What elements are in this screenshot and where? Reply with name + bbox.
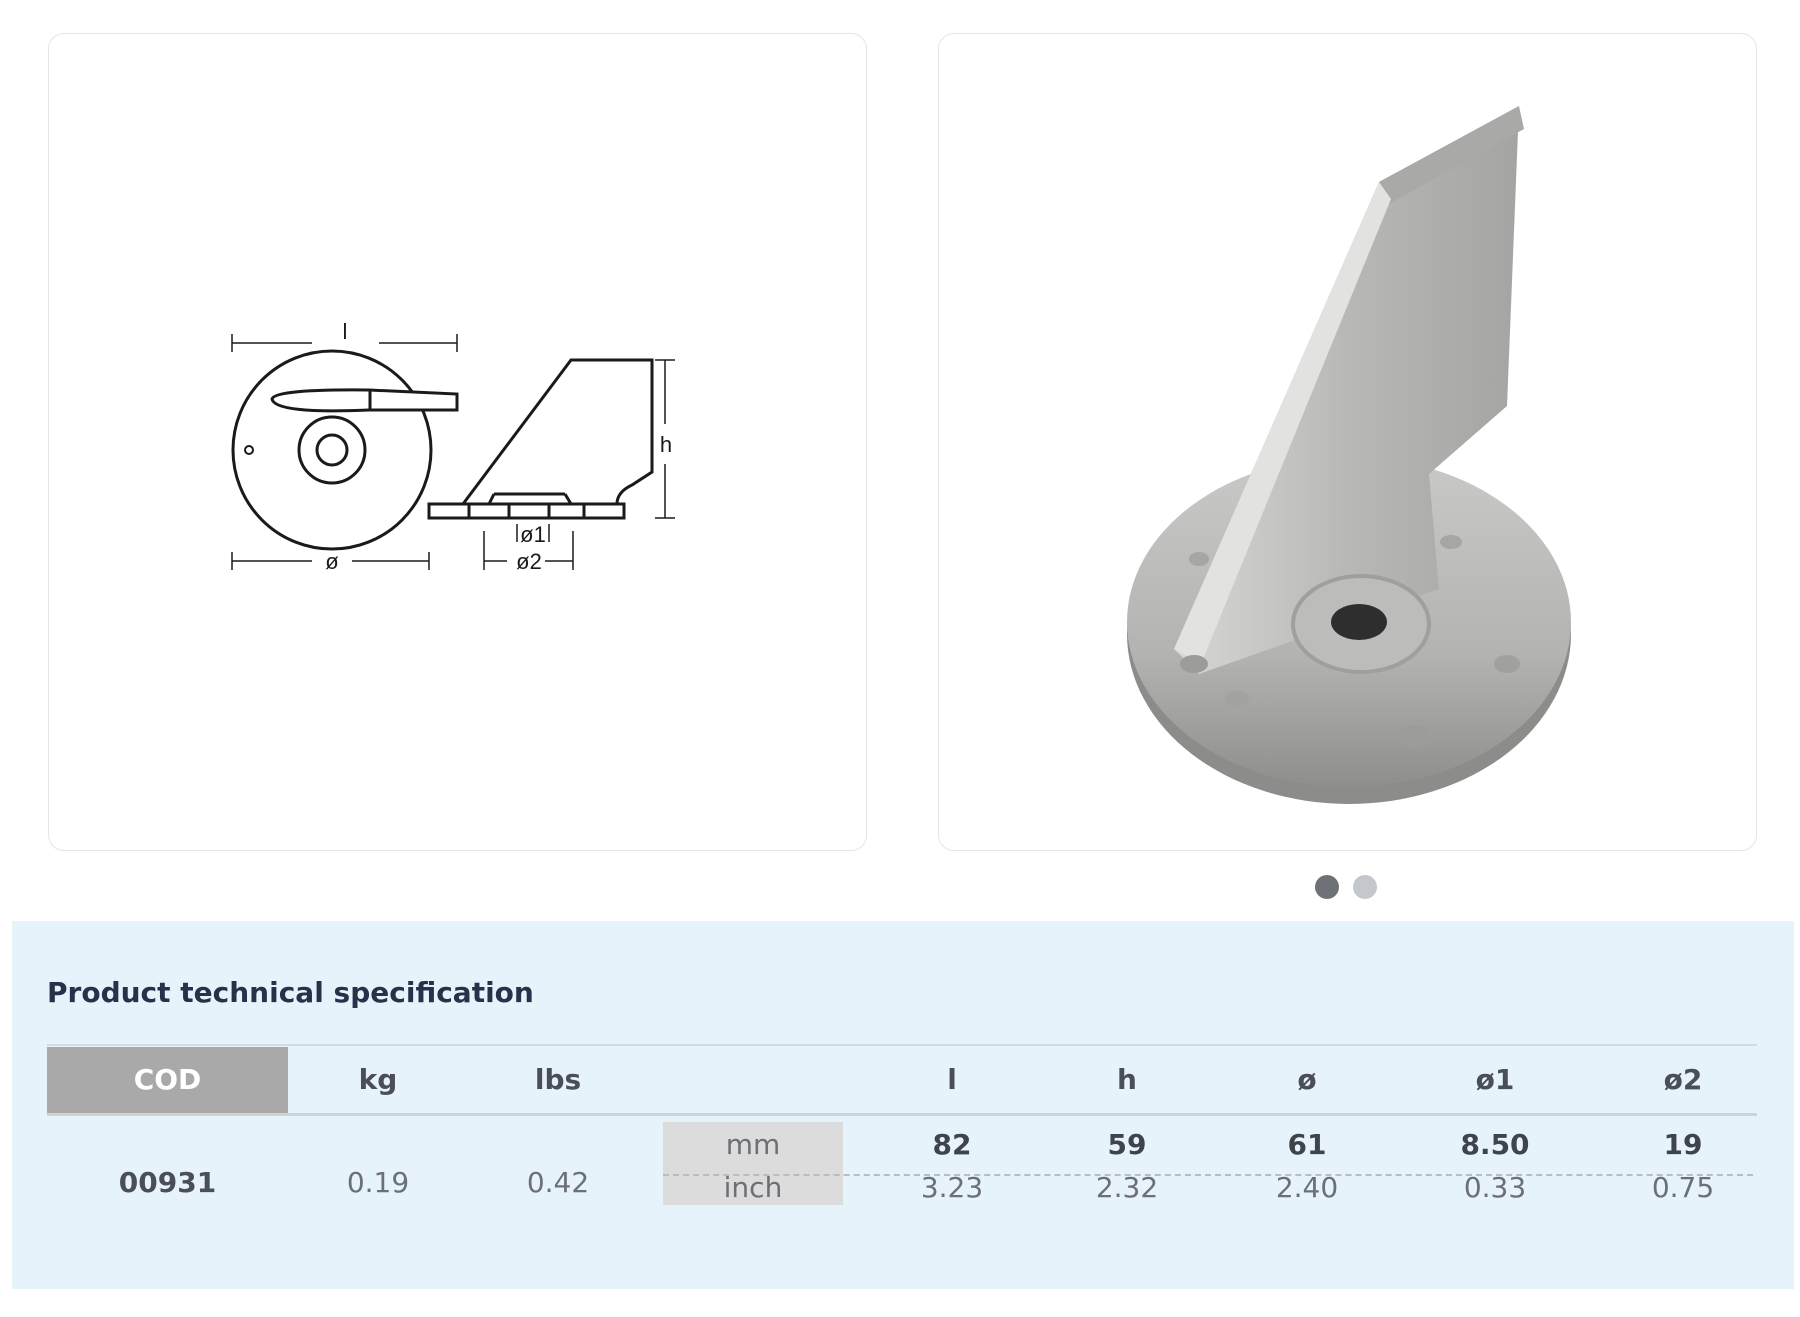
- cell-d2-mm: 19: [1663, 1128, 1703, 1161]
- cell-d1-inch: 0.33: [1463, 1171, 1527, 1204]
- technical-drawing-card: [48, 33, 867, 851]
- carousel-dot-1[interactable]: [1315, 875, 1339, 899]
- unit-mm: mm: [725, 1128, 781, 1161]
- drawing-label-d: ø: [325, 549, 339, 574]
- cell-d1-mm: 8.50: [1460, 1128, 1530, 1161]
- drawing-label-d1: ø1: [520, 522, 546, 547]
- cell-cod: 00931: [118, 1166, 217, 1199]
- cell-d-inch: 2.40: [1275, 1171, 1339, 1204]
- table-header-rule: [47, 1113, 1757, 1116]
- header-d2: ø2: [1663, 1063, 1703, 1096]
- carousel-dots: [1315, 875, 1377, 899]
- spec-section: [12, 921, 1794, 1289]
- cell-d-mm: 61: [1287, 1128, 1327, 1161]
- technical-drawing: [49, 34, 868, 852]
- cell-h-mm: 59: [1107, 1128, 1147, 1161]
- product-photo: [939, 34, 1758, 852]
- drawing-label-h: h: [659, 432, 673, 457]
- unit-divider: [663, 1174, 1753, 1176]
- header-d1: ø1: [1475, 1063, 1515, 1096]
- cell-h-inch: 2.32: [1095, 1171, 1159, 1204]
- header-d: ø: [1297, 1063, 1317, 1096]
- drawing-label-l: l: [342, 319, 348, 344]
- table-top-rule: [47, 1044, 1757, 1046]
- drawing-label-d2: ø2: [516, 549, 542, 574]
- cell-l-mm: 82: [932, 1128, 972, 1161]
- cell-d2-inch: 0.75: [1651, 1171, 1715, 1204]
- cell-l-inch: 3.23: [920, 1171, 984, 1204]
- header-h: h: [1117, 1063, 1137, 1096]
- carousel-dot-2[interactable]: [1353, 875, 1377, 899]
- header-l: l: [947, 1063, 957, 1096]
- cell-kg: 0.19: [346, 1166, 410, 1199]
- header-kg: kg: [358, 1063, 398, 1096]
- cell-lbs: 0.42: [526, 1166, 590, 1199]
- product-photo-card: [938, 33, 1757, 851]
- spec-title: Product technical specification: [47, 976, 534, 1009]
- unit-inch: inch: [723, 1171, 783, 1204]
- header-cod: COD: [47, 1047, 288, 1113]
- header-lbs: lbs: [534, 1063, 582, 1096]
